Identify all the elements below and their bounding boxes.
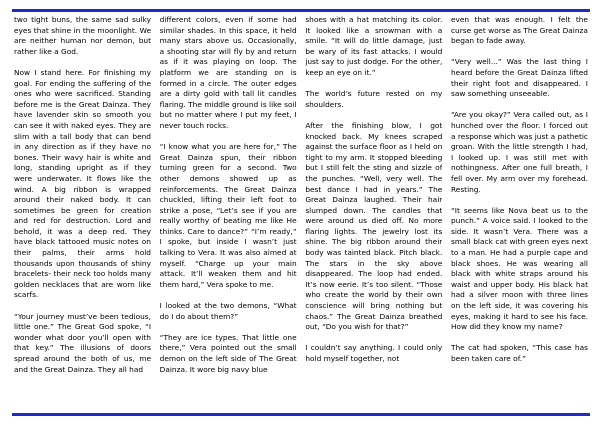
paragraph: I looked at the two demons, “What do I do about them?” <box>159 301 297 321</box>
paragraph: Now I stand here. For finishing my goal. For ending the suffering of the ones who were sacrificed. Standing before me is the Great Dainza. They have lavender skin so smooth you can see it with naked eyes. They are slim with a tall body that can bend in any direction as if they have no bones. Their wavy hair is white and long, standing upright as if they were underwater. It flows like the wind. A big ribbon is wrapped around their naked body. It can sometimes be green for creation and red for destruction. Lord and behold, it was a deep red. They have black tattooed music notes on their palms, their arms hold thousands upon thousands of shiny bracelets- their neck too holds many golden necklaces that are worn like scarfs. <box>14 67 151 300</box>
paragraph: “Are you okay?” Vera called out, as I hunched over the floor. I forced out a response which was just a pathetic groan. With the little strength I had, I looked up. I was still met with nothingness. After one full breath, I fell over. My arm over my forehead. Resting. <box>450 110 588 194</box>
paragraph: The cat had spoken, “This case has been taken care of.” <box>450 343 588 363</box>
page-body <box>14 15 588 411</box>
paragraph: “I know what you are here for,” The Great Dainza spun, their ribbon turning green for a second. Two other demons showed up as reinforcements. The Great Dainza chuckled, lifting their left foot to strike a pose, “Let’s see if you are really worthy of beating me like He thinks. Care to dance?” “I’m ready,” I spoke, but inside I wasn’t just talking to Vera. It was also aimed at myself. “Charge up your main attack. It’ll weaken them and hit them hard,” Vera spoke to me. <box>159 142 297 289</box>
paragraph: even that was enough. I felt the curse get worse as The Great Dainza began to fade away. <box>450 15 588 46</box>
paragraph: shoes with a hat matching its color. It looked like a snowman with a smile. “It will do little damage, just be wary of its fast attacks. I would just say to just dodge. For the other, keep an eye on it.” <box>305 15 443 77</box>
column-3 <box>305 15 442 411</box>
paragraph: “It seems like Nova beat us to the punch.” A voice said. I looked to the side. It wasn’t Vera. There was a small black cat with green eyes next to a man. He had a purple cape and black shoes. He was wearing all black with white straps around his waist and upper body. His black hat had a silver moon with three lines on the left side, it was covering his eyes, making it hard to see his face. How did they know my name? <box>450 205 588 332</box>
paragraph: “They are ice types. That little one there,” Vera pointed out the small demon on the left side of The Great Dainza. It wore big navy blue <box>159 332 297 374</box>
paragraph: The world’s future rested on my shoulders. <box>305 89 443 109</box>
paragraph: two tight buns, the same sad sulky eyes that shine in the moonlight. We are neither human nor demon, but rather like a God. <box>14 15 151 56</box>
bottom-rule <box>12 413 590 416</box>
paragraph: I couldn’t say anything. I could only hold myself together, not <box>305 343 443 363</box>
paragraph: “Your journey must’ve been tedious, little one.” The Great God spoke, “I wonder what door you’ll open with that key.” The illusions of doors spread around the both of us, me and the Great Dainza. They all had <box>14 311 151 374</box>
paragraph: different colors, even if some had similar shades. In this space, it held many stars above us. Occasionally, a shooting star will fly by and return as if it was playing on loop. The platform we are standing on is formed in a circle. The outer edges are a dirty gold with tall lit candles flaring. The middle ground is like soil but no matter where I put my feet, I never touch rocks. <box>159 15 297 130</box>
top-rule <box>12 9 590 12</box>
column-2 <box>160 15 297 411</box>
column-1 <box>14 15 151 411</box>
column-4 <box>451 15 588 411</box>
paragraph: After the finishing blow, I got knocked back. My knees scraped against the surface floor as I held on tight to my arm. It stopped bleeding but I still felt the sting and sizzle of the punches. “Well, very well. The best dance I had in years.” The Great Dainza laughed. Their hair slumped down. The candles that were around us died off. No more flaring lights. The jewelry lost its shine. The big ribbon around their body was tainted black. Pitch black. The stars in the sky above disappeared. The loop had ended. It’s now eerie. It’s too silent. “Those who create the world by their own conscience will bring nothing but chaos.” The Great Dainza breathed out, “Do you wish for that?” <box>305 120 443 332</box>
paragraph: “Very well...” Was the last thing I heard before the Great Dainza lifted their right foot and disappeared. I saw something unseeable. <box>450 57 588 99</box>
